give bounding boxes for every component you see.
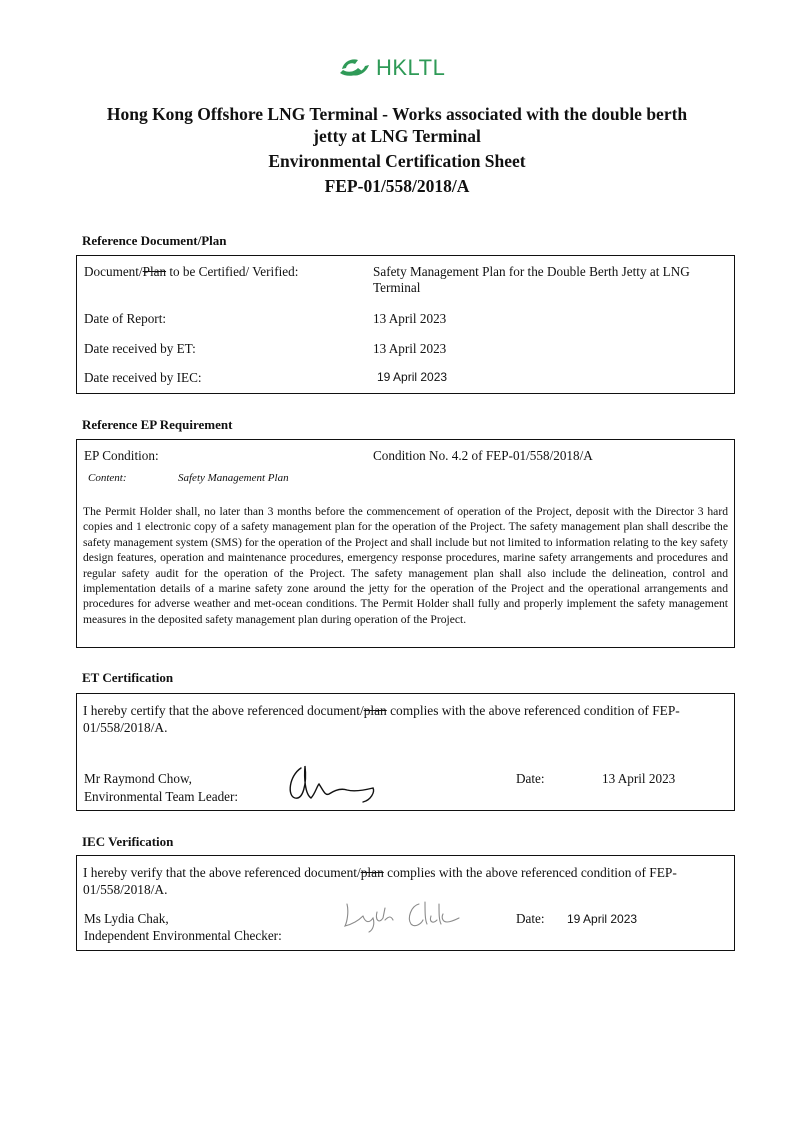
et-text-pre: I hereby certify that the above referenced document/ — [83, 703, 364, 718]
et-signer-name: Mr Raymond Chow, — [84, 771, 192, 786]
iec-verification-heading: IEC Verification — [82, 834, 174, 849]
reference-document-box — [76, 255, 735, 394]
title-line-2: jetty at LNG Terminal — [313, 126, 481, 146]
hkltl-logo-icon — [338, 55, 372, 81]
iec-received-value: 19 April 2023 — [377, 370, 448, 384]
iec-date-value: 19 April 2023 — [567, 912, 638, 926]
reference-document-heading: Reference Document/Plan — [82, 233, 227, 248]
iec-signature — [339, 894, 469, 934]
iec-verification-box — [76, 855, 735, 951]
document-value: Safety Management Plan for the Double Berth Jetty at LNG Terminal — [373, 264, 690, 295]
document-label-post: to be Certified/ Verified: — [166, 264, 299, 279]
ep-requirement-heading: Reference EP Requirement — [82, 417, 233, 432]
iec-date-label: Date: — [516, 911, 545, 926]
logo-text: HKLTL — [376, 55, 446, 80]
ep-condition-value: Condition No. 4.2 of FEP-01/558/2018/A — [373, 448, 593, 463]
document-label — [84, 264, 298, 280]
iec-received-label: Date received by IEC: — [84, 370, 202, 385]
et-date-value: 13 April 2023 — [602, 771, 676, 786]
et-signer-role: Environmental Team Leader: — [84, 789, 239, 804]
et-date-label: Date: — [516, 771, 545, 786]
iec-verification-text — [83, 864, 728, 898]
iec-text-post: complies with the above referenced condition of FEP-01/558/2018/A. — [83, 865, 677, 897]
et-certification-text — [83, 702, 728, 736]
et-text-post: complies with the above referenced condition of FEP-01/558/2018/A. — [83, 703, 680, 735]
hkltl-logo — [338, 55, 445, 81]
report-date-value: 13 April 2023 — [373, 311, 447, 326]
ep-requirement-box — [76, 439, 735, 648]
et-received-value: 13 April 2023 — [373, 341, 447, 356]
content-value: Safety Management Plan — [178, 472, 289, 484]
permit-number: FEP-01/558/2018/A — [324, 176, 470, 196]
ep-condition-text: The Permit Holder shall, no later than 3 months before the commencement of operation of the Project, deposit with the Director 3 hard copies and 1 electronic copy of a safety management plan for the operation of the Project. The safety management plan shall describe the safety management system (SMS) for the operation of the Project and shall include but not limited to information relating to the key safety design features, operation and maintenance procedures, emergency response procedures, marine safety arrangements and procedures and regular safety audit for the operation of the Project. The safety management plan shall also include the delineation, control and implementation details of a marine safety zone around the jetty for the operation of the Project and the operational arrangements and procedures for adverse weather and met-ocean conditions. The Permit Holder shall fully and properly implement the safety management measures in the deposited safety management plan during operation of the Project. — [83, 505, 728, 626]
sheet-title: Environmental Certification Sheet — [268, 151, 526, 171]
ep-condition-label: EP Condition: — [84, 448, 159, 463]
et-certification-box — [76, 693, 735, 811]
et-text-strike: plan — [363, 703, 387, 718]
et-signature — [283, 760, 383, 806]
et-certification-heading: ET Certification — [82, 670, 174, 685]
et-received-label: Date received by ET: — [84, 341, 196, 356]
content-label: Content: — [88, 472, 127, 484]
iec-text-strike: plan — [360, 865, 384, 880]
iec-signer-name: Ms Lydia Chak, — [84, 911, 169, 926]
title-line-1: Hong Kong Offshore LNG Terminal - Works associated with the double berth — [106, 104, 688, 124]
report-date-label: Date of Report: — [84, 311, 167, 326]
document-label-strike: Plan — [142, 264, 167, 279]
document-label-pre: Document/ — [84, 264, 143, 279]
iec-signer-role: Independent Environmental Checker: — [84, 928, 282, 943]
iec-text-pre: I hereby verify that the above referenced document/ — [83, 865, 361, 880]
